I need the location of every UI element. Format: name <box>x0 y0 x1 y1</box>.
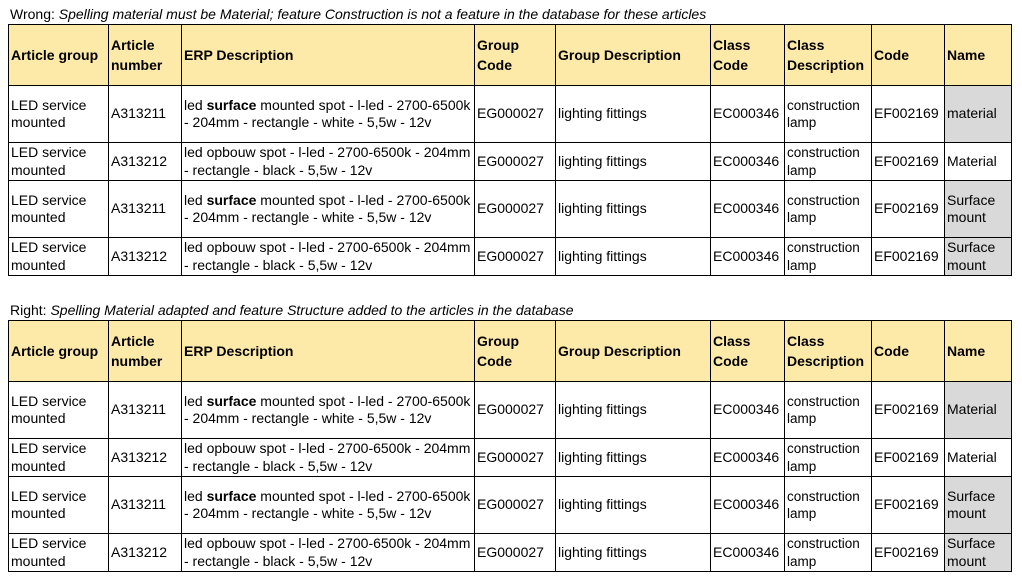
erp-desc-part: mounted spot - l-led - 2700-6500k - 204mm - rectangle - white - 5,5w - 12v <box>184 487 471 521</box>
name-cell-highlighted: Surface mount <box>945 477 1012 534</box>
group-code-cell: EG000027 <box>475 143 556 181</box>
code-cell: EF002169 <box>872 439 945 477</box>
table-row <box>9 534 1012 572</box>
group-description-cell: lighting fittings <box>556 439 711 477</box>
wrong-table <box>8 24 1012 276</box>
group-code-cell: EG000027 <box>475 477 556 534</box>
group-description-cell: lighting fittings <box>556 143 711 181</box>
header-article-number: Article number <box>109 25 182 86</box>
table-row <box>9 143 1012 181</box>
group-code-cell: EG000027 <box>475 181 556 238</box>
name-cell-highlighted: Surface mount <box>945 181 1012 238</box>
table-row <box>9 181 1012 238</box>
article-number-cell: A313212 <box>109 238 182 276</box>
article-group-cell: LED service mounted <box>9 181 109 238</box>
class-description-cell: construction lamp <box>785 86 872 143</box>
class-code-cell: EC000346 <box>711 439 785 477</box>
code-cell: EF002169 <box>872 477 945 534</box>
right-caption-lead: Right: <box>10 302 51 318</box>
class-code-cell: EC000346 <box>711 382 785 439</box>
article-number-cell: A313211 <box>109 477 182 534</box>
code-cell: EF002169 <box>872 143 945 181</box>
erp-desc-part: led <box>184 191 207 208</box>
header-class-description: Class Description <box>785 25 872 86</box>
right-caption-text: Spelling Material adapted and feature Structure added to the articles in the database <box>50 302 574 318</box>
class-description-cell: construction lamp <box>785 181 872 238</box>
header-group-description: Group Description <box>556 25 711 86</box>
article-number-cell: A313212 <box>109 439 182 477</box>
wrong-caption-lead: Wrong: <box>10 6 59 22</box>
class-description-cell: construction lamp <box>785 382 872 439</box>
article-group-cell: LED service mounted <box>9 143 109 181</box>
erp-description-cell <box>182 238 475 276</box>
header-group-code: Group Code <box>475 25 556 86</box>
group-description-cell: lighting fittings <box>556 534 711 572</box>
class-description-cell: construction lamp <box>785 439 872 477</box>
code-cell: EF002169 <box>872 534 945 572</box>
code-cell: EF002169 <box>872 86 945 143</box>
erp-description-cell <box>182 382 475 439</box>
erp-desc-part: mounted spot - l-led - 2700-6500k - 204mm - rectangle - white - 5,5w - 12v <box>184 191 471 225</box>
article-number-cell: A313212 <box>109 143 182 181</box>
group-description-cell: lighting fittings <box>556 238 711 276</box>
header-name: Name <box>945 321 1012 382</box>
class-code-cell: EC000346 <box>711 143 785 181</box>
class-code-cell: EC000346 <box>711 477 785 534</box>
article-group-cell: LED service mounted <box>9 382 109 439</box>
erp-desc-emphasis: surface <box>206 487 257 504</box>
article-group-cell: LED service mounted <box>9 86 109 143</box>
group-code-cell: EG000027 <box>475 86 556 143</box>
group-code-cell: EG000027 <box>475 382 556 439</box>
article-group-cell: LED service mounted <box>9 477 109 534</box>
group-description-cell: lighting fittings <box>556 86 711 143</box>
table-row <box>9 86 1012 143</box>
erp-description-cell <box>182 534 475 572</box>
erp-desc-part: led <box>184 392 207 409</box>
header-row <box>9 321 1012 382</box>
right-caption <box>10 302 573 319</box>
header-class-code: Class Code <box>711 25 785 86</box>
header-code: Code <box>872 321 945 382</box>
erp-desc-part: led opbouw spot - l-led - 2700-6500k - 204mm - rectangle - black - 5,5w - 12v <box>184 440 471 474</box>
header-name: Name <box>945 25 1012 86</box>
erp-desc-part: mounted spot - l-led - 2700-6500k - 204mm - rectangle - white - 5,5w - 12v <box>184 96 471 130</box>
article-number-cell: A313211 <box>109 86 182 143</box>
group-code-cell: EG000027 <box>475 238 556 276</box>
article-group-cell: LED service mounted <box>9 238 109 276</box>
header-erp-description: ERP Description <box>182 25 475 86</box>
class-description-cell: construction lamp <box>785 477 872 534</box>
name-cell-highlighted: Material <box>945 382 1012 439</box>
name-cell-highlighted: Surface mount <box>945 238 1012 276</box>
group-code-cell: EG000027 <box>475 439 556 477</box>
erp-desc-emphasis: surface <box>206 191 257 208</box>
erp-desc-part: led <box>184 487 207 504</box>
header-article-number: Article number <box>109 321 182 382</box>
header-class-code: Class Code <box>711 321 785 382</box>
class-code-cell: EC000346 <box>711 181 785 238</box>
class-code-cell: EC000346 <box>711 534 785 572</box>
class-code-cell: EC000346 <box>711 86 785 143</box>
table-row <box>9 477 1012 534</box>
erp-desc-emphasis: surface <box>206 392 257 409</box>
header-article-group: Article group <box>9 321 109 382</box>
erp-description-cell <box>182 477 475 534</box>
name-cell-highlighted: Surface mount <box>945 534 1012 572</box>
erp-description-cell <box>182 181 475 238</box>
code-cell: EF002169 <box>872 382 945 439</box>
code-cell: EF002169 <box>872 238 945 276</box>
group-description-cell: lighting fittings <box>556 382 711 439</box>
name-cell: Material <box>945 143 1012 181</box>
header-class-description: Class Description <box>785 321 872 382</box>
header-group-description: Group Description <box>556 321 711 382</box>
erp-description-cell <box>182 143 475 181</box>
erp-desc-part: led opbouw spot - l-led - 2700-6500k - 204mm - rectangle - black - 5,5w - 12v <box>184 239 471 273</box>
erp-desc-emphasis: surface <box>206 96 257 113</box>
erp-desc-part: mounted spot - l-led - 2700-6500k - 204mm - rectangle - white - 5,5w - 12v <box>184 392 471 426</box>
table-row <box>9 238 1012 276</box>
header-erp-description: ERP Description <box>182 321 475 382</box>
header-group-code: Group Code <box>475 321 556 382</box>
header-code: Code <box>872 25 945 86</box>
erp-desc-part: led opbouw spot - l-led - 2700-6500k - 204mm - rectangle - black - 5,5w - 12v <box>184 535 471 569</box>
class-description-cell: construction lamp <box>785 238 872 276</box>
class-description-cell: construction lamp <box>785 534 872 572</box>
erp-desc-part: led <box>184 96 207 113</box>
group-code-cell: EG000027 <box>475 534 556 572</box>
article-number-cell: A313212 <box>109 534 182 572</box>
article-number-cell: A313211 <box>109 181 182 238</box>
name-cell-highlighted: material <box>945 86 1012 143</box>
erp-description-cell <box>182 86 475 143</box>
header-article-group: Article group <box>9 25 109 86</box>
group-description-cell: lighting fittings <box>556 477 711 534</box>
erp-description-cell <box>182 439 475 477</box>
header-row <box>9 25 1012 86</box>
group-description-cell: lighting fittings <box>556 181 711 238</box>
wrong-caption <box>10 6 706 23</box>
article-number-cell: A313211 <box>109 382 182 439</box>
name-cell: Material <box>945 439 1012 477</box>
right-table <box>8 320 1012 572</box>
article-group-cell: LED service mounted <box>9 534 109 572</box>
class-description-cell: construction lamp <box>785 143 872 181</box>
article-group-cell: LED service mounted <box>9 439 109 477</box>
code-cell: EF002169 <box>872 181 945 238</box>
table-row <box>9 439 1012 477</box>
table-row <box>9 382 1012 439</box>
wrong-caption-text: Spelling material must be Material; feature Construction is not a feature in the database for these articles <box>58 6 707 22</box>
class-code-cell: EC000346 <box>711 238 785 276</box>
erp-desc-part: led opbouw spot - l-led - 2700-6500k - 204mm - rectangle - black - 5,5w - 12v <box>184 144 471 178</box>
